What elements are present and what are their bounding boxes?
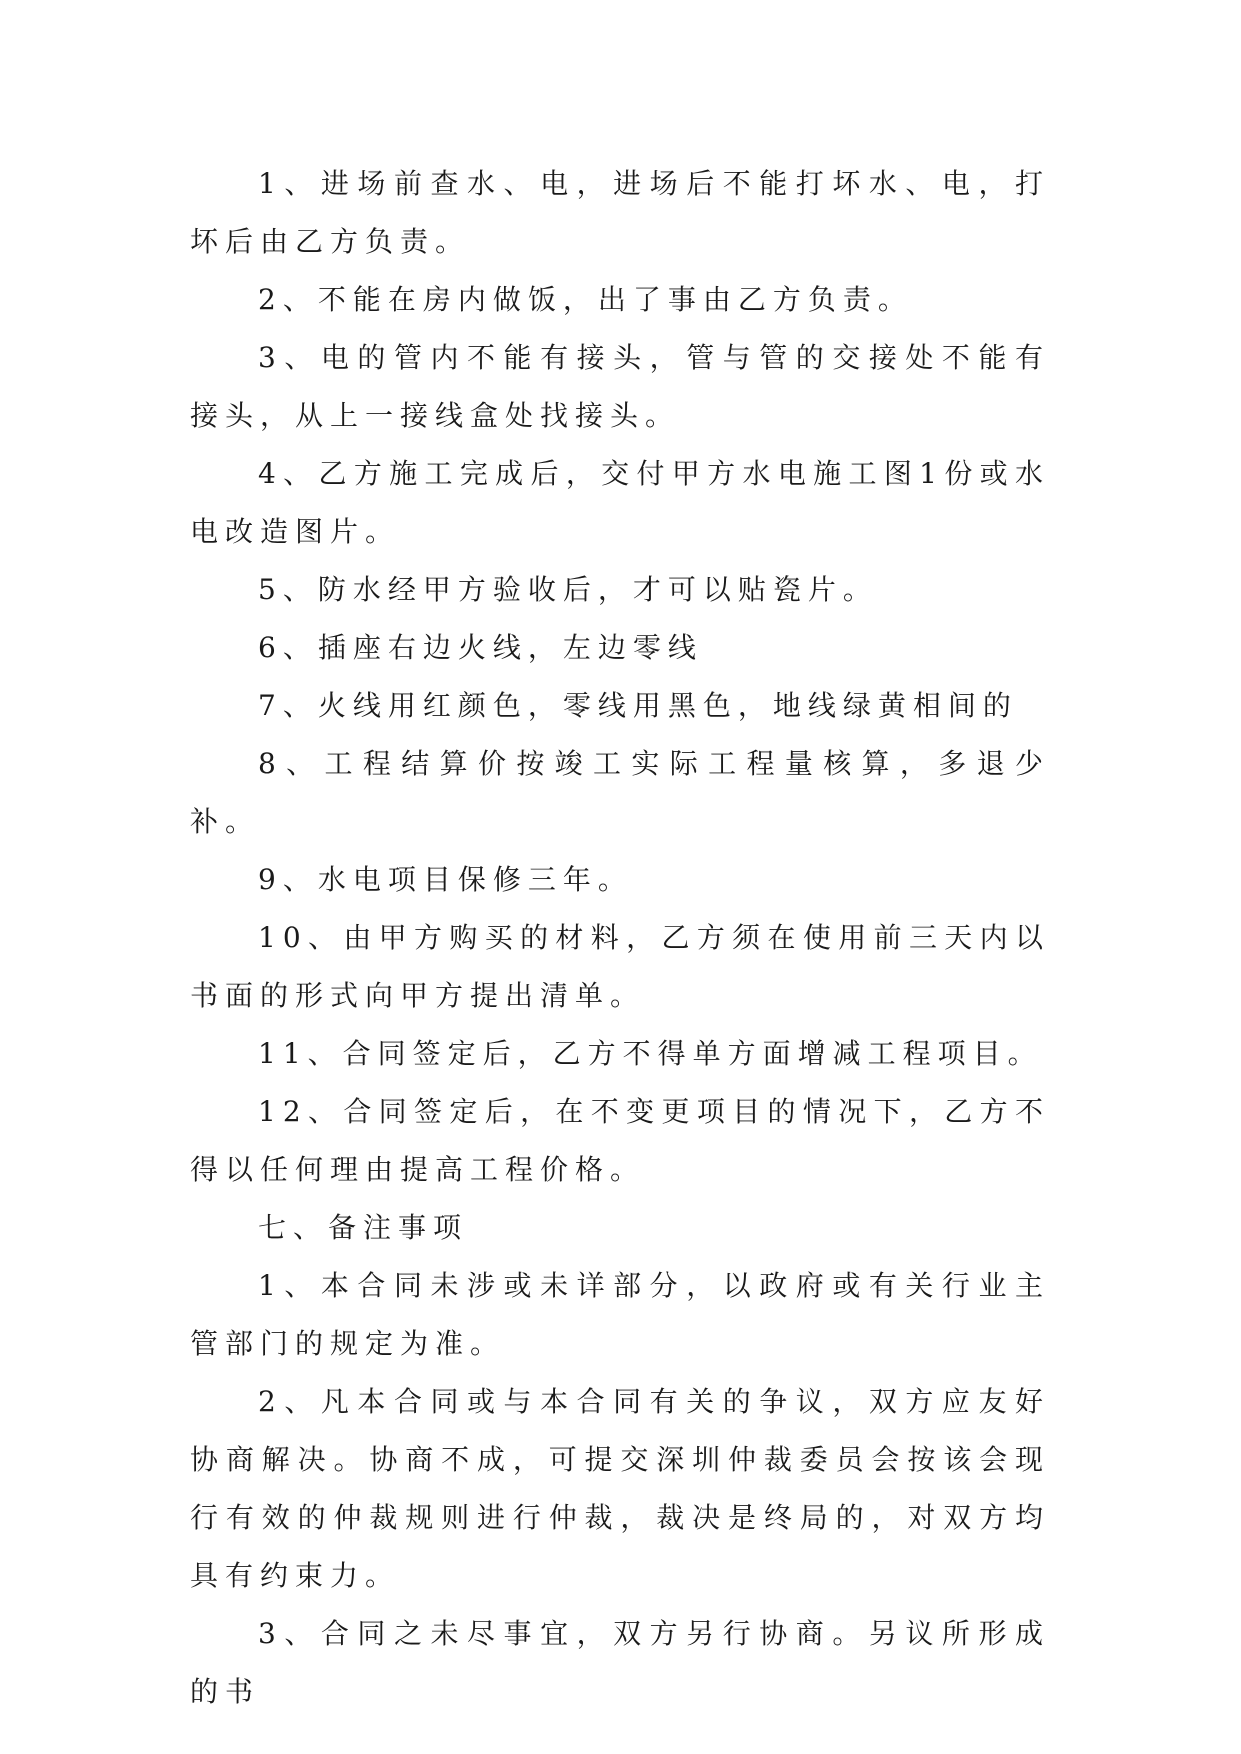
clause-waterproof-acceptance: 5、防水经甲方验收后，才可以贴瓷片。 — [258, 573, 878, 606]
remark-dispute-arbitration: 2、凡本合同或与本合同有关的争议，双方应友好协商解决。协商不成，可提交深圳仲裁委员会按该会现行有效的仲裁规则进行仲裁，裁决是终局的，对双方均具有约束力。 — [190, 1385, 1050, 1592]
clause-socket-wiring: 6、插座右边火线，左边零线 — [258, 631, 703, 664]
clause-pipe-joints: 3、电的管内不能有接头，管与管的交接处不能有接头，从上一接线盒处找接头。 — [190, 341, 1050, 432]
section-heading-remarks: 七、备注事项 — [258, 1211, 469, 1244]
remark-other-matters: 3、合同之未尽事宜，双方另行协商。另议所形成的书 — [190, 1617, 1050, 1708]
clause-water-electric-check: 1、进场前查水、电，进场后不能打坏水、电，打坏后由乙方负责。 — [190, 167, 1050, 258]
clause-no-project-changes: 11、合同签定后，乙方不得单方面增减工程项目。 — [258, 1037, 1043, 1070]
clause-materials-list: 10、由甲方购买的材料，乙方须在使用前三天内以书面的形式向甲方提出清单。 — [190, 921, 1050, 1012]
clause-no-cooking: 2、不能在房内做饭，出了事由乙方负责。 — [258, 283, 913, 316]
clause-warranty: 9、水电项目保修三年。 — [258, 863, 633, 896]
remark-government-rules: 1、本合同未涉或未详部分，以政府或有关行业主管部门的规定为准。 — [190, 1269, 1050, 1360]
clause-no-price-increase: 12、合同签定后，在不变更项目的情况下，乙方不得以任何理由提高工程价格。 — [190, 1095, 1050, 1186]
clause-settlement: 8、工程结算价按竣工实际工程量核算，多退少补。 — [190, 747, 1050, 838]
document-body — [190, 155, 1050, 1721]
clause-construction-drawings: 4、乙方施工完成后，交付甲方水电施工图1份或水电改造图片。 — [190, 457, 1050, 548]
clause-wire-colors: 7、火线用红颜色，零线用黑色，地线绿黄相间的 — [258, 689, 1018, 722]
